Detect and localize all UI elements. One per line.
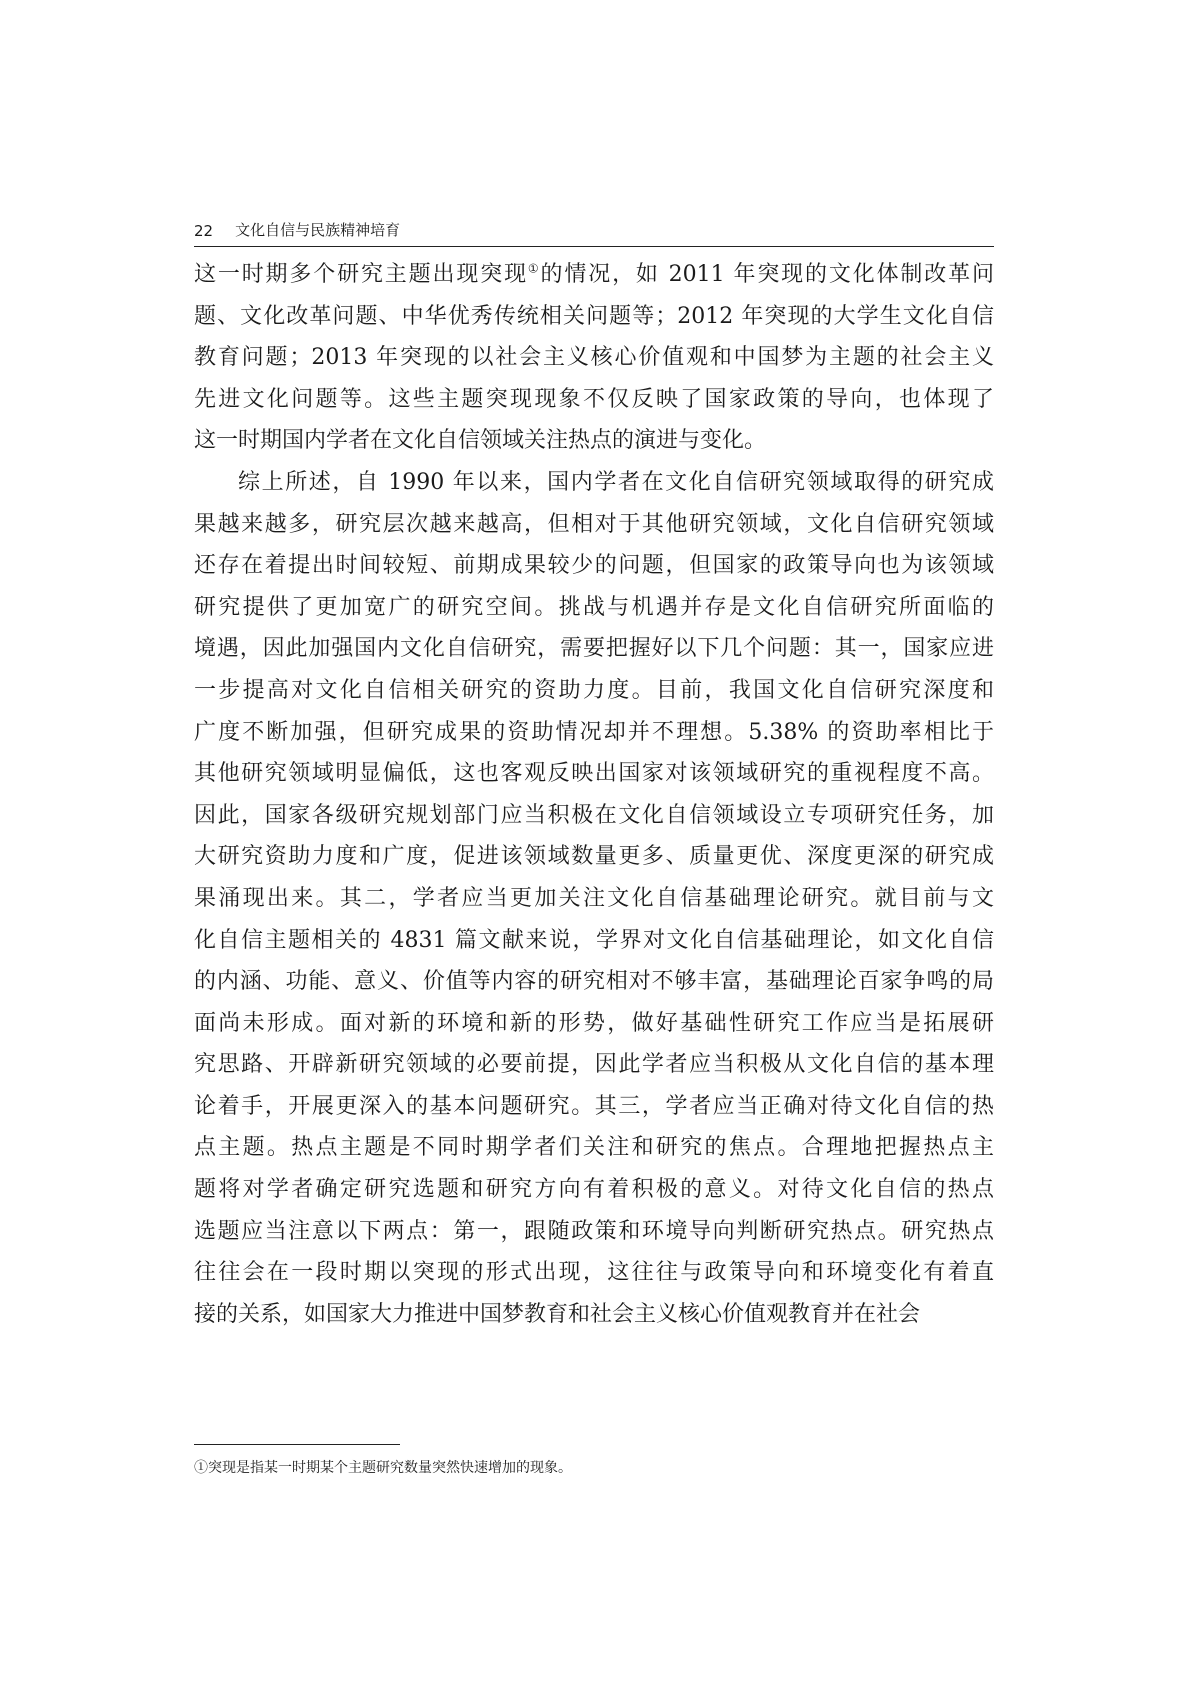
text-line: 接的关系，如国家大力推进中国梦教育和社会主义核心价值观教育并在社会 [194,1301,921,1327]
text-line: 先进文化问题等。这些主题突现现象不仅反映了国家政策的导向，也体现了 [194,386,994,412]
text-line: 题将对学者确定研究选题和研究方向有着积极的意义。对待文化自信的热点 [194,1177,994,1203]
text-line: 选题应当注意以下两点：第一，跟随政策和环境导向判断研究热点。研究热点 [194,1218,994,1244]
text-line: 往往会在一段时期以突现的形式出现，这往往与政策导向和环境变化有着直 [194,1260,994,1286]
text-line: 这一时期多个研究主题出现突现①的情况，如 2011 年突现的文化体制改革问 [194,261,994,287]
text-line: 教育问题；2013 年突现的以社会主义核心价值观和中国梦为主题的社会主义 [194,345,994,371]
body-text [194,254,994,1335]
footnote-divider [194,1444,400,1445]
text-line: 究思路、开辟新研究领域的必要前提，因此学者应当积极从文化自信的基本理 [194,1052,994,1078]
footnote: ①突现是指某一时期某个主题研究数量突然快速增加的现象。 [194,1460,572,1476]
text-line: 的内涵、功能、意义、价值等内容的研究相对不够丰富，基础理论百家争鸣的局 [194,969,994,995]
text-line: 广度不断加强，但研究成果的资助情况却并不理想。5.38% 的资助率相比于 [194,719,994,745]
text-line: 综上所述，自 1990 年以来，国内学者在文化自信研究领域取得的研究成 [238,469,994,495]
text-line: 一步提高对文化自信相关研究的资助力度。目前，我国文化自信研究深度和 [194,677,994,703]
text-line: 其他研究领域明显偏低，这也客观反映出国家对该领域研究的重视程度不高。 [194,761,994,787]
text-line: 化自信主题相关的 4831 篇文献来说，学界对文化自信基础理论，如文化自信 [194,927,994,953]
page-number: 22 [194,222,214,240]
footnote-reference-mark: ① [527,261,541,276]
text-line: 果越来越多，研究层次越来越高，但相对于其他研究领域，文化自信研究领域 [194,511,994,537]
text-line: 境遇，因此加强国内文化自信研究，需要把握好以下几个问题：其一，国家应进 [194,636,994,662]
text-line: 面尚未形成。面对新的环境和新的形势，做好基础性研究工作应当是拓展研 [194,1010,994,1036]
text-line: 研究提供了更加宽广的研究空间。挑战与机遇并存是文化自信研究所面临的 [194,594,994,620]
text-line: 题、文化改革问题、中华优秀传统相关问题等；2012 年突现的大学生文化自信 [194,303,994,329]
paragraph [194,462,994,1335]
book-title: 文化自信与民族精神培育 [235,221,401,239]
text-line: 点主题。热点主题是不同时期学者们关注和研究的焦点。合理地把握热点主 [194,1135,994,1161]
paragraph [194,254,994,462]
text-line: 论着手，开展更深入的基本问题研究。其三，学者应当正确对待文化自信的热 [194,1093,994,1119]
running-header [194,215,994,247]
text-line: 这一时期国内学者在文化自信领域关注热点的演进与变化。 [194,428,767,454]
text-line: 还存在着提出时间较短、前期成果较少的问题，但国家的政策导向也为该领域 [194,553,994,579]
text-line: 因此，国家各级研究规划部门应当积极在文化自信领域设立专项研究任务，加 [194,802,994,828]
text-line: 果涌现出来。其二，学者应当更加关注文化自信基础理论研究。就目前与文 [194,885,994,911]
text-line: 大研究资助力度和广度，促进该领域数量更多、质量更优、深度更深的研究成 [194,844,994,870]
